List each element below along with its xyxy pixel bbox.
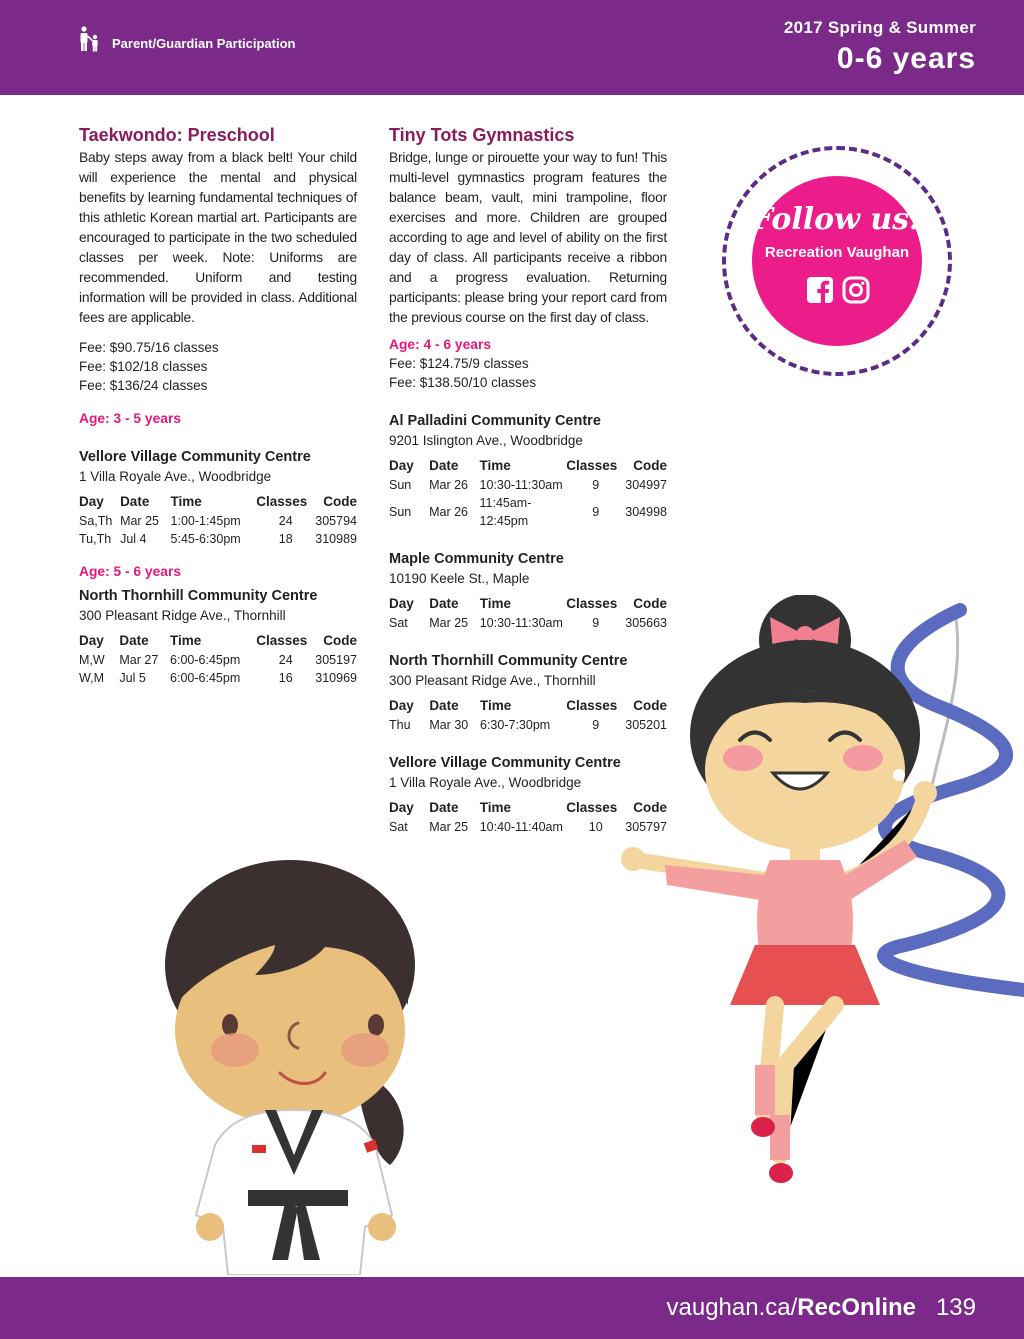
cell-day: Sat	[389, 820, 408, 834]
venue-address: 9201 Islington Ave., Woodbridge	[389, 433, 583, 448]
table-row	[389, 476, 667, 494]
cell-code: 305201	[625, 718, 667, 732]
cell-time: 6:00-6:45pm	[170, 653, 241, 667]
program-title: Taekwondo: Preschool	[79, 125, 275, 145]
fee-list	[389, 354, 667, 392]
venue-name: Vellore Village Community Centre	[389, 755, 621, 771]
header-day: Day	[389, 800, 414, 815]
url-prefix: vaughan.ca/	[666, 1294, 798, 1321]
header-code: Code	[633, 698, 667, 713]
page-footer	[0, 1277, 1024, 1339]
table-row	[79, 512, 357, 530]
cell-code: 305794	[315, 514, 357, 528]
header-classes: Classes	[256, 633, 308, 648]
cell-time: 10:30-11:30am	[479, 478, 563, 492]
cell-date: Mar 27	[119, 653, 159, 667]
cell-time: 6:00-6:45pm	[170, 671, 241, 685]
age-range-title: 0-6 years	[836, 42, 976, 75]
header-code: Code	[633, 800, 667, 815]
cell-code: 310989	[315, 532, 357, 546]
program-description: Bridge, lunge or pirouette your way to fun! This multi-level gymnastics program features the balance beam, vault, mini trampoline, floor exercises and more. Children are grouped according to age and level of ability on the first day of class. All participants receive a ribbon and a progress evaluation. Returning participants: please bring your report card from the previous course on the first day of class.	[389, 150, 667, 325]
cell-time: 11:45am-12:45pm	[479, 496, 532, 528]
venue-address: 1 Villa Royale Ave., Woodbridge	[389, 775, 582, 790]
cell-classes: 10	[588, 820, 603, 834]
cell-time: 10:30-11:30am	[479, 616, 563, 630]
fee-line: Fee: $138.50/10 classes	[389, 375, 537, 390]
schedule-table	[79, 631, 357, 687]
season-title: 2017 Spring & Summer	[783, 18, 976, 37]
age-group-label: Age: 4 - 6 years	[389, 337, 491, 352]
header-code: Code	[323, 633, 357, 648]
url-bold: RecOnline	[797, 1294, 916, 1321]
header-day: Day	[389, 596, 414, 611]
header-classes: Classes	[566, 596, 618, 611]
cell-time: 10:40-11:40am	[479, 820, 563, 834]
cell-date: Mar 26	[429, 505, 469, 519]
header-classes: Classes	[256, 494, 308, 509]
cell-code: 305197	[315, 653, 357, 667]
header-date: Date	[429, 596, 459, 611]
cell-classes: 16	[278, 671, 293, 685]
parent-child-icon	[78, 26, 102, 52]
venue-name: Maple Community Centre	[389, 551, 564, 567]
header-time: Time	[480, 698, 512, 713]
venue-name: North Thornhill Community Centre	[389, 653, 628, 669]
header-classes: Classes	[566, 698, 618, 713]
schedule-table	[79, 492, 357, 548]
venue-name: Vellore Village Community Centre	[79, 449, 311, 465]
page-header	[0, 0, 1024, 95]
cell-classes: 9	[592, 505, 600, 519]
fee-line: Fee: $90.75/16 classes	[79, 340, 219, 355]
facebook-icon[interactable]	[806, 276, 834, 304]
header-date: Date	[119, 633, 149, 648]
age-group-label: Age: 3 - 5 years	[79, 411, 181, 426]
follow-us-title: Follow us!	[751, 202, 923, 237]
instagram-icon[interactable]	[842, 276, 870, 304]
cell-code: 305797	[625, 820, 667, 834]
cell-code: 304997	[625, 478, 667, 492]
header-date: Date	[429, 698, 459, 713]
fee-line: Fee: $136/24 classes	[79, 378, 208, 393]
header-time: Time	[479, 596, 511, 611]
taekwondo-girl-illustration	[160, 855, 420, 1275]
table-row	[79, 530, 357, 548]
cell-day: Sa,Th	[79, 514, 113, 528]
section-label: Parent/Guardian Participation	[112, 36, 296, 51]
cell-day: Sun	[389, 505, 412, 519]
table-header-row	[79, 631, 357, 651]
venue-address: 10190 Keele St., Maple	[389, 571, 530, 586]
cell-date: Jul 4	[120, 532, 147, 546]
cell-date: Jul 5	[119, 671, 146, 685]
header-day: Day	[389, 698, 414, 713]
follow-us-badge[interactable]	[722, 146, 952, 376]
cell-day: Tu,Th	[79, 532, 112, 546]
header-code: Code	[633, 596, 667, 611]
cell-code: 305663	[625, 616, 667, 630]
cell-date: Mar 25	[429, 616, 469, 630]
table-row	[79, 651, 357, 669]
venue-name: North Thornhill Community Centre	[79, 588, 318, 604]
fee-list	[79, 338, 357, 395]
header-time: Time	[170, 494, 202, 509]
website-link[interactable]	[667, 1294, 916, 1322]
cell-day: W,M	[79, 671, 104, 685]
program-description: Baby steps away from a black belt! Your child will experience the mental and physical benefits by learning fundamental techniques of this athletic Korean martial art. Participants are encouraged to participate in the two scheduled classes per week. Note: Uniforms are recommended. Uniform and testing information will be provided in class. Additional fees are applicable.	[79, 150, 357, 325]
header-classes: Classes	[566, 458, 618, 473]
cell-classes: 9	[592, 616, 600, 630]
cell-date: Mar 25	[120, 514, 159, 528]
schedule-table	[389, 456, 667, 530]
cell-date: Mar 30	[429, 718, 469, 732]
header-date: Date	[120, 494, 150, 509]
header-time: Time	[170, 633, 202, 648]
header-classes: Classes	[566, 800, 618, 815]
table-row	[79, 669, 357, 687]
header-code: Code	[633, 458, 667, 473]
header-code: Code	[323, 494, 357, 509]
fee-line: Fee: $102/18 classes	[79, 359, 208, 374]
venue-address: 300 Pleasant Ridge Ave., Thornhill	[79, 608, 286, 623]
taekwondo-column	[79, 124, 357, 687]
header-day: Day	[389, 458, 414, 473]
table-row	[389, 494, 667, 530]
venue-address: 1 Villa Royale Ave., Woodbridge	[79, 469, 272, 484]
cell-day: Sat	[389, 616, 408, 630]
cell-classes: 9	[592, 478, 600, 492]
cell-time: 1:00-1:45pm	[170, 514, 241, 528]
header-day: Day	[79, 494, 104, 509]
page-number: 139	[935, 1294, 976, 1321]
cell-classes: 18	[278, 532, 293, 546]
cell-day: Thu	[389, 718, 411, 732]
cell-classes: 24	[278, 653, 293, 667]
venue-name: Al Palladini Community Centre	[389, 413, 601, 429]
cell-code: 310969	[315, 671, 357, 685]
header-date: Date	[429, 800, 459, 815]
cell-time: 5:45-6:30pm	[170, 532, 241, 546]
cell-time: 6:30-7:30pm	[480, 718, 551, 732]
header-date: Date	[429, 458, 459, 473]
cell-date: Mar 26	[429, 478, 469, 492]
age-group-label: Age: 5 - 6 years	[79, 564, 181, 579]
cell-day: Sun	[389, 478, 412, 492]
header-day: Day	[79, 633, 104, 648]
gymnast-girl-illustration	[605, 595, 1024, 1195]
cell-code: 304998	[625, 505, 667, 519]
cell-classes: 9	[592, 718, 600, 732]
cell-date: Mar 25	[429, 820, 469, 834]
cell-day: M,W	[79, 653, 105, 667]
venue-address: 300 Pleasant Ridge Ave., Thornhill	[389, 673, 596, 688]
table-header-row	[79, 492, 357, 512]
header-time: Time	[479, 458, 511, 473]
cell-classes: 24	[278, 514, 293, 528]
header-time: Time	[479, 800, 511, 815]
program-title: Tiny Tots Gymnastics	[389, 125, 575, 145]
follow-us-subtitle: Recreation Vaughan	[764, 244, 910, 261]
fee-line: Fee: $124.75/9 classes	[389, 356, 529, 371]
table-header-row	[389, 456, 667, 476]
